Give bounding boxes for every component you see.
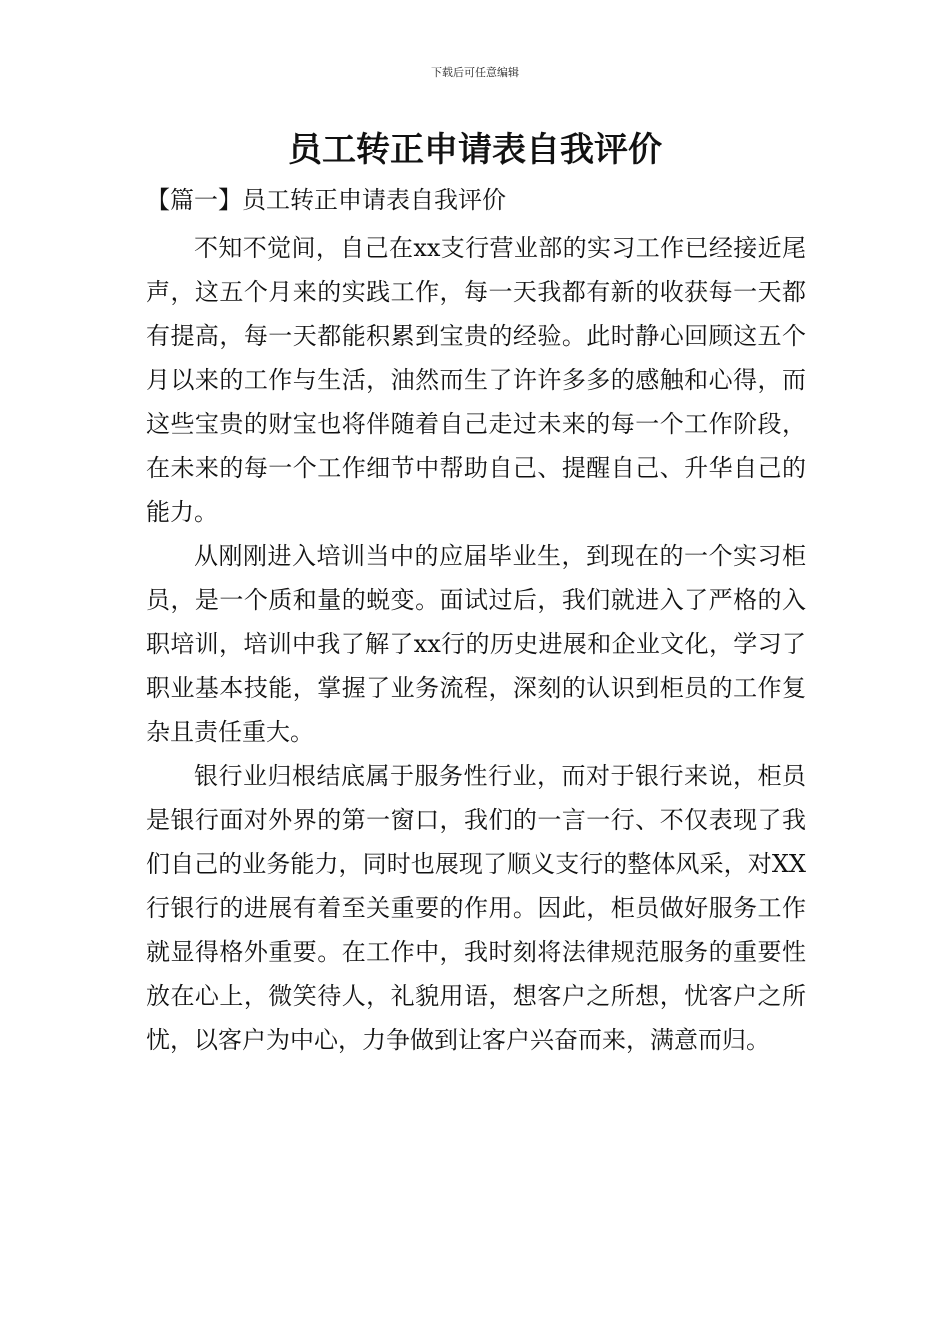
paragraph: 从刚刚进入培训当中的应届毕业生，到现在的一个实习柜员，是一个质和量的蜕变。面试过后，我们就进入了严格的入职培训，培训中我了解了xx行的历史进展和企业文化，学习了职业基本技能，掌握了业务流程，深刻的认识到柜员的工作复杂且责任重大。	[146, 542, 806, 746]
page-header-note: 下载后可任意编辑	[431, 66, 519, 79]
paragraph: 银行业归根结底属于服务性行业，而对于银行来说，柜员是银行面对外界的第一窗口，我们的一言一行、不仅表现了我们自己的业务能力，同时也展现了顺义支行的整体风采，对XX行银行的进展有着至关重要的作用。因此，柜员做好服务工作就显得格外重要。在工作中，我时刻将法律规范服务的重要性放在心上，微笑待人，礼貌用语，想客户之所想，忧客户之所忧，以客户为中心，力争做到让客户兴奋而来，满意而归。	[146, 762, 806, 1054]
document-title: 员工转正申请表自我评价	[288, 130, 662, 170]
section-heading: 【篇一】员工转正申请表自我评价	[146, 186, 506, 214]
document-body	[146, 226, 806, 1062]
paragraph: 不知不觉间，自己在xx支行营业部的实习工作已经接近尾声，这五个月来的实践工作，每一天我都有新的收获每一天都有提高，每一天都能积累到宝贵的经验。此时静心回顾这五个月以来的工作与生活，油然而生了许许多多的感触和心得，而这些宝贵的财宝也将伴随着自己走过未来的每一个工作阶段，在未来的每一个工作细节中帮助自己、提醒自己、升华自己的能力。	[146, 234, 806, 526]
